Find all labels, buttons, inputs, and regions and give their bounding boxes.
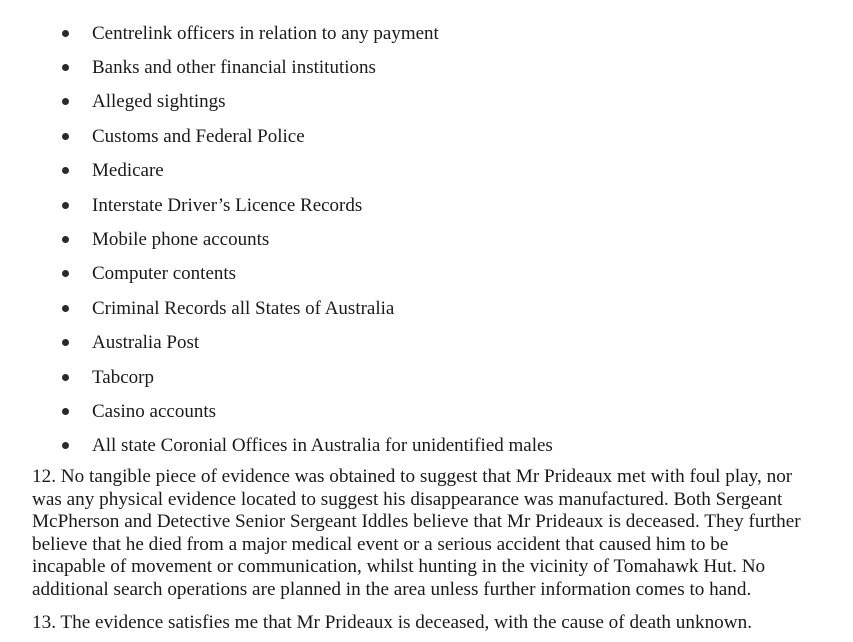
paragraph-line: 12. No tangible piece of evidence was obtained to suggest that Mr Prideaux met with foul play, nor — [32, 466, 793, 487]
list-item — [62, 119, 822, 153]
paragraph-line: was any physical evidence located to suggest his disappearance was manufactured. Both Sergeant — [32, 488, 783, 510]
list-item-text: Customs and Federal Police — [92, 125, 305, 147]
paragraph-line: additional search operations are planned in the area unless further information comes to hand. — [32, 578, 752, 600]
list-item — [62, 188, 822, 222]
bullet-icon — [62, 133, 69, 140]
list-item — [62, 50, 822, 84]
list-item-text: Banks and other financial institutions — [92, 57, 376, 79]
bullet-icon — [62, 442, 69, 449]
paragraph-line: incapable of movement or communication, whilst hunting in the vicinity of Tomahawk Hut. No — [32, 556, 766, 577]
bullet-icon — [62, 167, 69, 174]
list-item — [62, 222, 822, 256]
list-item-text: Australia Post — [92, 332, 200, 354]
bullet-icon — [62, 374, 69, 381]
bullet-icon — [62, 30, 69, 37]
paragraph-line: 13. The evidence satisfies me that Mr Prideaux is deceased, with the cause of death unknown. — [32, 612, 753, 633]
list-item — [62, 429, 822, 463]
bullet-icon — [62, 64, 69, 71]
paragraph-line: McPherson and Detective Senior Sergeant Iddles believe that Mr Prideaux is deceased. They further — [32, 511, 801, 532]
list-item-text: Casino accounts — [92, 400, 217, 422]
list-item — [62, 291, 822, 325]
list-item-text: Mobile phone accounts — [92, 229, 270, 251]
list-item — [62, 257, 822, 291]
list-item-text: All state Coronial Offices in Australia for unidentified males — [92, 435, 553, 457]
paragraph-12 — [32, 466, 832, 601]
list-item — [62, 394, 822, 428]
list-item-text: Tabcorp — [92, 366, 154, 388]
list-item-text: Interstate Driver’s Licence Records — [92, 194, 363, 216]
list-item — [62, 326, 822, 360]
bullet-icon — [62, 339, 69, 346]
records-checked-list — [62, 16, 822, 463]
list-item — [62, 154, 822, 188]
list-item-text: Centrelink officers in relation to any payment — [92, 22, 439, 44]
list-item — [62, 85, 822, 119]
list-item-text: Criminal Records all States of Australia — [92, 297, 395, 319]
bullet-icon — [62, 202, 69, 209]
list-item-text: Computer contents — [92, 263, 237, 285]
bullet-icon — [62, 270, 69, 277]
bullet-icon — [62, 236, 69, 243]
bullet-icon — [62, 98, 69, 105]
bullet-icon — [62, 305, 69, 312]
list-item — [62, 16, 822, 50]
list-item-text: Medicare — [92, 160, 164, 182]
bullet-icon — [62, 408, 69, 415]
paragraph-line: believe that he died from a major medical event or a serious accident that caused him to be — [32, 533, 729, 555]
paragraph-13 — [32, 612, 832, 635]
list-item — [62, 360, 822, 394]
list-item-text: Alleged sightings — [92, 91, 226, 113]
